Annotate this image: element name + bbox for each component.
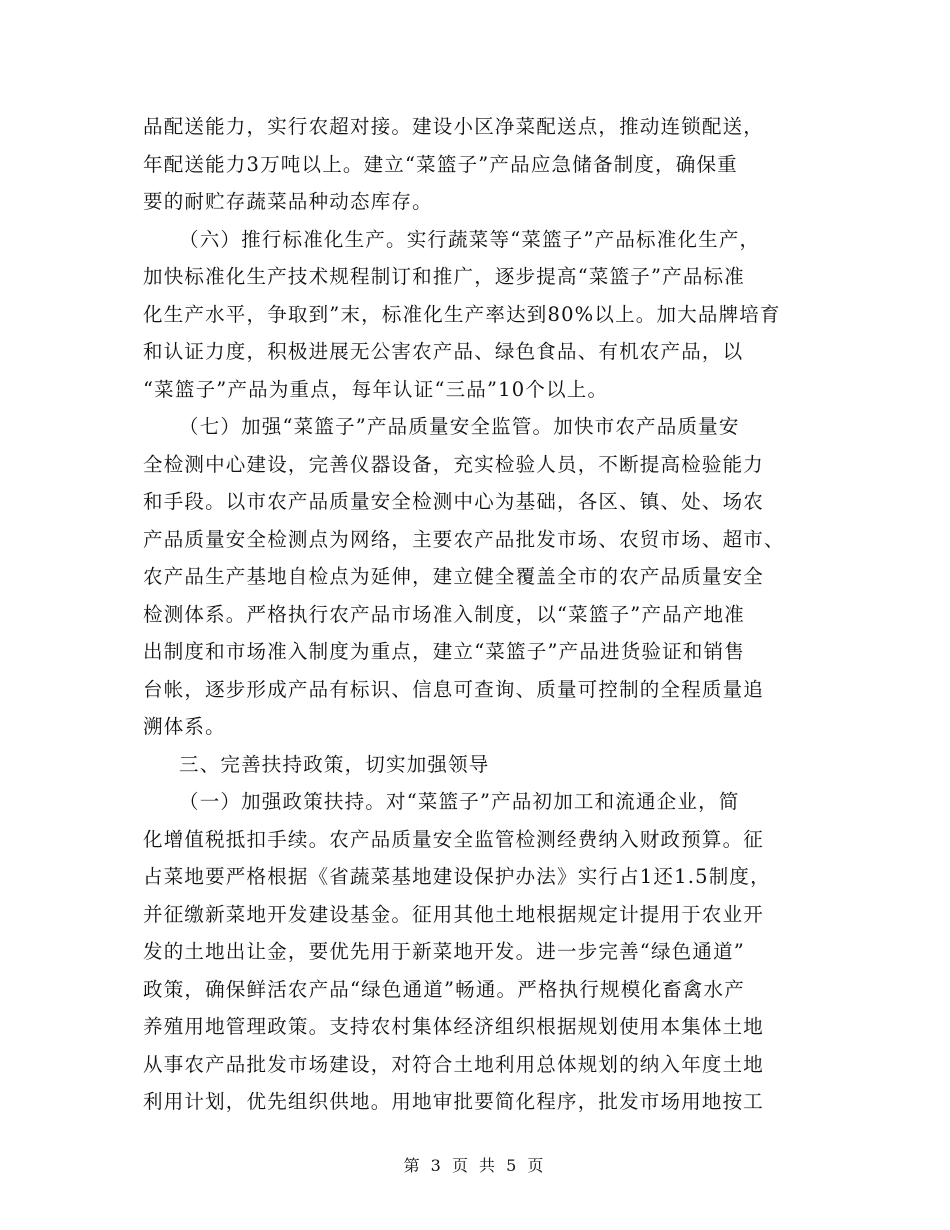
text-line: （七）加强“菜篮子”产品质量安全监管。加快市农产品质量安 [179, 415, 740, 438]
text-line: 和认证力度，积极进展无公害农产品、绿色食品、有机农产品，以 [143, 340, 744, 363]
text-line: 加快标准化生产技术规程制订和推广，逐步提高“菜篮子”产品标准 [143, 265, 745, 288]
text-line: 并征缴新菜地开发建设基金。征用其他土地根据规定计提用于农业开 [143, 902, 765, 926]
body-text [143, 108, 808, 1121]
text-line: 化生产水平，争取到”末，标准化生产率达到80%以上。加大品牌培育 [143, 302, 781, 326]
text-line: 养殖用地管理政策。支持农村集体经济组织根据规划使用本集体土地 [143, 1015, 765, 1038]
text-line: 政策，确保鲜活农产品“绿色通道”畅通。严格执行规模化畜禽水产 [143, 977, 745, 1001]
text-line: 发的土地出让金，要优先用于新菜地开发。进一步完善“绿色通道” [143, 940, 745, 963]
text-line: 溯体系。 [143, 715, 226, 738]
text-line: 年配送能力3万吨以上。建立“菜篮子”产品应急储备制度，确保重 [143, 152, 738, 176]
text-line: 全检测中心建设，完善仪器设备，充实检验人员，不断提高检验能力 [143, 452, 765, 476]
text-line: 要的耐贮存蔬菜品种动态库存。 [143, 190, 433, 213]
text-line: 农产品生产基地自检点为延伸，建立健全覆盖全市的农产品质量安全 [143, 565, 765, 588]
text-line: “菜篮子”产品为重点，每年认证“三品”10个以上。 [143, 377, 609, 401]
text-line: 品配送能力，实行农超对接。建设小区净菜配送点，推动连锁配送， [143, 115, 765, 138]
text-line: 占菜地要严格根据《省蔬菜基地建设保护办法》实行占1还1.5制度， [143, 865, 771, 888]
text-line: 三、完善扶持政策，切实加强领导 [179, 752, 490, 776]
text-line: 化增值税抵扣手续。农产品质量安全监管检测经费纳入财政预算。征 [143, 827, 765, 851]
text-line: 台帐，逐步形成产品有标识、信息可查询、质量可控制的全程质量追 [143, 677, 765, 701]
text-line: （一）加强政策扶持。对“菜篮子”产品初加工和流通企业，简 [179, 790, 740, 813]
text-line: 出制度和市场准入制度为重点，建立“菜篮子”产品进货验证和销售 [143, 640, 745, 663]
text-line: 检测体系。严格执行农产品市场准入制度，以“菜篮子”产品产地准 [143, 602, 745, 626]
text-line: （六）推行标准化生产。实行蔬菜等“菜篮子”产品标准化生产， [179, 227, 761, 251]
text-line: 从事农产品批发市场建设，对符合土地利用总体规划的纳入年度土地 [143, 1052, 765, 1076]
page-number-footer: 第 3 页 共 5 页 [403, 1156, 547, 1175]
text-line: 利用计划，优先组织供地。用地审批要简化程序，批发市场用地按工 [143, 1090, 765, 1113]
text-line: 和手段。以市农产品质量安全检测中心为基础，各区、镇、处、场农 [143, 490, 765, 513]
text-line: 产品质量安全检测点为网络，主要农产品批发市场、农贸市场、超市、 [143, 527, 785, 551]
